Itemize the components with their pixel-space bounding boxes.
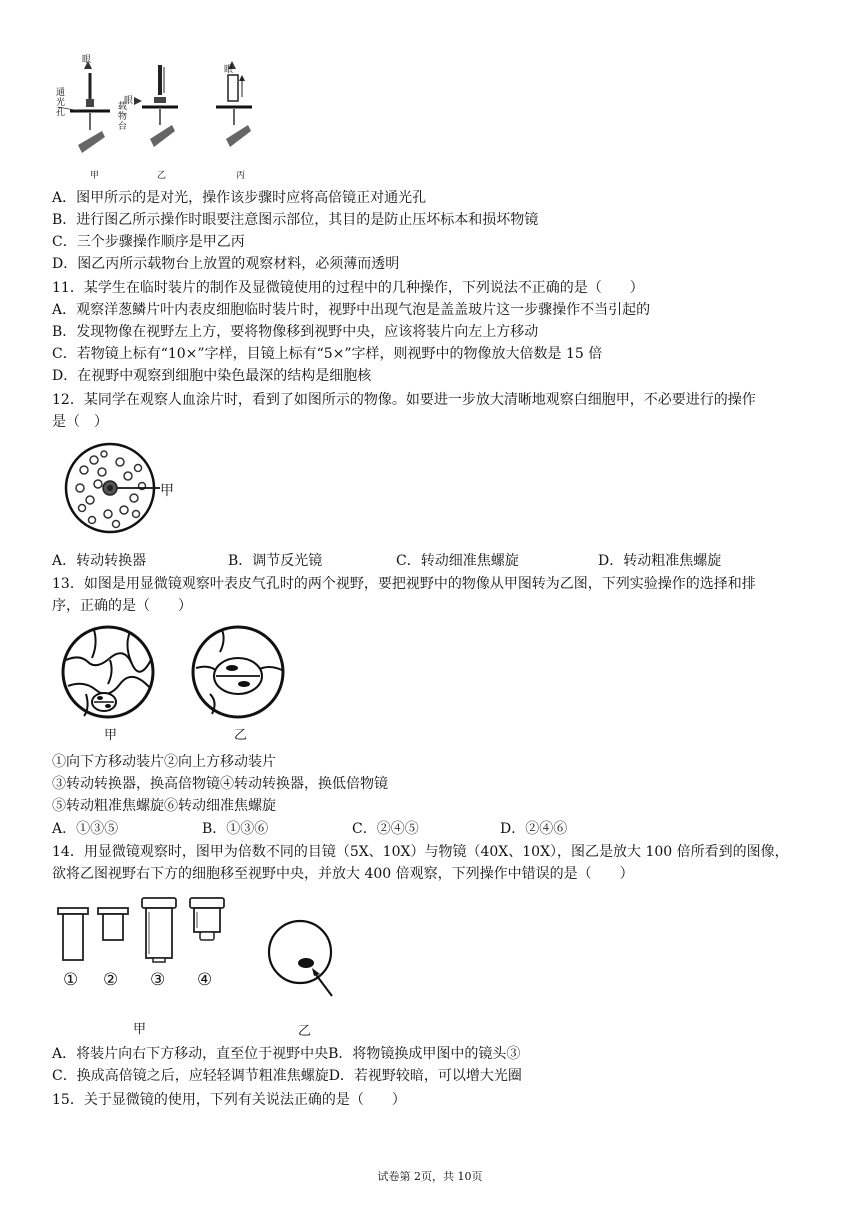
q12-option-b: B．调节反光镜 [228,553,323,569]
q13-step-line2: ③转动转换器，换高倍物镜④转动转换器，换低倍物镜 [52,776,388,792]
label-tongguangkong: 通光孔 [56,88,66,118]
lens-2-number: ② [103,970,119,990]
field-of-view-figure [266,912,346,1002]
q14-options-line2: C．换成高倍镜之后，应轻轻调节粗准焦螺旋D．若视野较暗，可以增大光圈 [52,1068,522,1084]
q10-option-c: C．三个步骤操作顺序是甲乙丙 [52,234,245,250]
q13-step-line1: ①向下方移动装片②向上方移动装片 [52,754,276,770]
caption-bing: 丙 [236,171,246,181]
q12-option-a: A．转动转换器 [52,553,147,569]
q13-stem-line2: 序，正确的是（ ） [52,598,192,614]
lens-1-eyepiece [58,908,88,960]
lens-4-number: ④ [197,970,213,990]
q13-option-c: C．②④⑤ [352,821,419,837]
q12-stem-line2: 是（ ） [52,414,108,430]
label-eye-yi: 眼 [124,96,134,106]
q13-option-a: A．①③⑤ [52,821,119,837]
q15-stem: 15．关于显微镜的使用，下列有关说法正确的是（ ） [52,1092,406,1108]
q13-caption-yi: 乙 [234,728,248,743]
stomata-views-figure [60,624,300,724]
q11-option-b: B．发现物像在视野左上方，要将物像移到视野中央，应该将装片向左上方移动 [52,324,539,340]
lenses-figure [56,894,236,974]
q11-option-c: C．若物镜上标有“10×”字样，目镜上标有“5×”字样，则视野中的物像放大倍数是 15 倍 [52,346,603,362]
caption-yi: 乙 [157,171,167,181]
lens-3-objective [142,898,176,962]
step-yi-diagram [134,65,178,147]
q12-figure-label: 甲 [160,483,174,499]
step-bing-diagram [216,61,252,147]
q10-option-d: D．图乙丙所示载物台上放置的观察材料，必须薄而透明 [52,256,400,272]
q11-option-d: D．在视野中观察到细胞中染色最深的结构是细胞核 [52,368,372,384]
blood-smear-figure [62,440,222,540]
q11-option-a: A．观察洋葱鳞片叶内表皮细胞临时装片时，视野中出现气泡是盖盖玻片这一步骤操作不当引起的 [52,302,651,318]
q10-option-a: A．图甲所示的是对光，操作该步骤时应将高倍镜正对通光孔 [52,190,427,206]
page-footer: 试卷第 2页，共 10页 [377,1170,483,1183]
q14-stem-line2: 欲将乙图视野右下方的细胞移至视野中央，并放大 400 倍观察，下列操作中错误的是（ ） [52,866,634,882]
label-eye-bing: 眼 [224,65,234,75]
q14-caption-yi: 乙 [298,1024,312,1039]
caption-jia: 甲 [90,171,100,181]
stomata-view-jia [63,627,153,717]
q11-stem: 11．某学生在临时装片的制作及显微镜使用的过程中的几种操作，下列说法不正确的是（ ） [52,280,644,296]
q14-caption-jia: 甲 [133,1022,147,1037]
stomata-view-yi [193,627,283,717]
label-eye-jia: 眼 [82,55,92,65]
label-zaiwutai: 载物台 [118,102,128,132]
microscope-steps-figure [50,55,270,185]
lens-3-number: ③ [150,970,166,990]
q12-stem-line1: 12．某同学在观察人血涂片时，看到了如图所示的物像。如要进一步放大清晰地观察白细胞甲，不必要进行的操作 [52,392,756,408]
q12-option-c: C．转动细准焦螺旋 [396,553,519,569]
q14-options-line1: A．将装片向右下方移动，直至位于视野中央B．将物镜换成甲图中的镜头③ [52,1046,521,1062]
lens-4-objective [190,898,224,940]
q13-caption-jia: 甲 [104,728,118,743]
q10-option-b: B．进行图乙所示操作时眼要注意图示部位，其目的是防止压坏标本和损坏物镜 [52,212,539,228]
q13-option-b: B．①③⑥ [202,821,269,837]
lens-2-eyepiece [98,908,128,940]
q13-option-d: D．②④⑥ [500,821,568,837]
q14-stem-line1: 14．用显微镜观察时，图甲为倍数不同的目镜（5X、10X）与物镜（40X、10X），图乙是放大 100 倍所看到的图像， [52,844,789,860]
q13-stem-line1: 13．如图是用显微镜观察叶表皮气孔时的两个视野，要把视野中的物像从甲图转为乙图，下列实验操作的选择和排 [52,576,756,592]
q13-step-line3: ⑤转动粗准焦螺旋⑥转动细准焦螺旋 [52,798,276,814]
lens-1-number: ① [63,970,79,990]
q12-option-d: D．转动粗准焦螺旋 [598,553,722,569]
